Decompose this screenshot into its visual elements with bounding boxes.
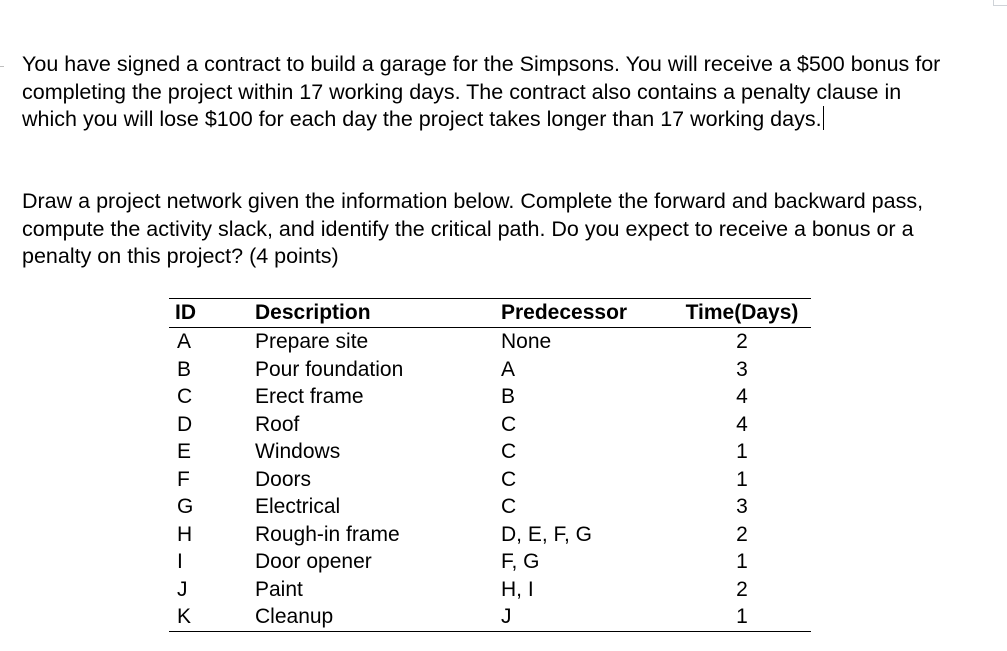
table-row — [169, 548, 811, 576]
cell-id: D — [177, 412, 193, 436]
table-row — [169, 466, 811, 494]
cell-time: 3 — [736, 495, 748, 518]
cell-description: Prepare site — [255, 330, 369, 353]
cell-description: Paint — [255, 577, 303, 601]
cell-predecessor: F, G — [501, 550, 540, 573]
cell-id: J — [177, 577, 188, 601]
table-row — [169, 328, 811, 356]
cell-description: Erect frame — [255, 385, 364, 408]
cell-time: 1 — [736, 440, 748, 463]
cell-description: Pour foundation — [255, 357, 404, 381]
header-id: ID — [169, 299, 255, 328]
cell-id: E — [177, 440, 192, 463]
table-row — [169, 383, 811, 411]
cell-predecessor: B — [501, 385, 516, 408]
table-row — [169, 493, 811, 521]
table-row — [169, 603, 811, 631]
cell-id: F — [177, 467, 190, 491]
corner-marker — [993, 0, 1007, 6]
margin-marker — [0, 66, 4, 67]
activity-table — [169, 298, 811, 632]
table-header-row — [169, 299, 811, 328]
cell-time: 3 — [736, 357, 748, 381]
cell-time: 4 — [736, 385, 748, 408]
text-cursor — [823, 106, 825, 130]
table-body — [169, 328, 811, 632]
cell-predecessor: H, I — [501, 577, 534, 601]
table-row — [169, 356, 811, 384]
instructions-paragraph[interactable]: Draw a project network given the information below. Complete the forward and backward pass, compute the activity slack, and identify the critical path. Do you expect to receive a bonus or a penalty on this project? (4 points) — [22, 189, 924, 268]
cell-predecessor: None — [501, 330, 552, 353]
header-predecessor: Predecessor — [501, 299, 673, 328]
cell-predecessor: C — [501, 467, 517, 491]
cell-time: 2 — [736, 522, 748, 546]
contract-paragraph-text: You have signed a contract to build a garage for the Simpsons. You will receive a $500 bonus for completing the project within 17 working days. The contract also contains a penalty clause in which you will lose $100 for each day the project takes longer than 17 working days. — [22, 52, 941, 131]
cell-description: Door opener — [255, 550, 372, 573]
cell-id: I — [177, 550, 183, 573]
cell-time: 4 — [736, 412, 748, 436]
cell-id: A — [177, 330, 192, 353]
cell-id: G — [177, 495, 194, 518]
cell-time: 1 — [736, 467, 748, 491]
table-row — [169, 521, 811, 549]
header-time: Time(Days) — [673, 299, 811, 328]
table-row — [169, 411, 811, 439]
cell-description: Electrical — [255, 495, 341, 518]
cell-description: Cleanup — [255, 603, 501, 631]
cell-description: Roof — [255, 412, 300, 436]
cell-id: H — [177, 522, 193, 546]
cell-predecessor: C — [501, 495, 517, 518]
table-row — [169, 576, 811, 604]
cell-id: K — [169, 603, 255, 631]
cell-description: Rough-in frame — [255, 522, 400, 546]
cell-time: 2 — [736, 577, 748, 601]
cell-description: Doors — [255, 467, 312, 491]
cell-predecessor: A — [501, 357, 516, 381]
header-description: Description — [255, 299, 501, 328]
cell-time: 1 — [673, 603, 811, 631]
table-row — [169, 438, 811, 466]
cell-description: Windows — [255, 440, 341, 463]
cell-time: 1 — [736, 550, 748, 573]
cell-predecessor: D, E, F, G — [501, 522, 593, 546]
cell-predecessor: C — [501, 412, 517, 436]
cell-predecessor: C — [501, 440, 517, 463]
cell-time: 2 — [736, 330, 748, 353]
cell-id: B — [177, 357, 192, 381]
cell-predecessor: J — [501, 603, 673, 631]
contract-paragraph[interactable] — [22, 51, 962, 134]
cell-id: C — [177, 385, 193, 408]
